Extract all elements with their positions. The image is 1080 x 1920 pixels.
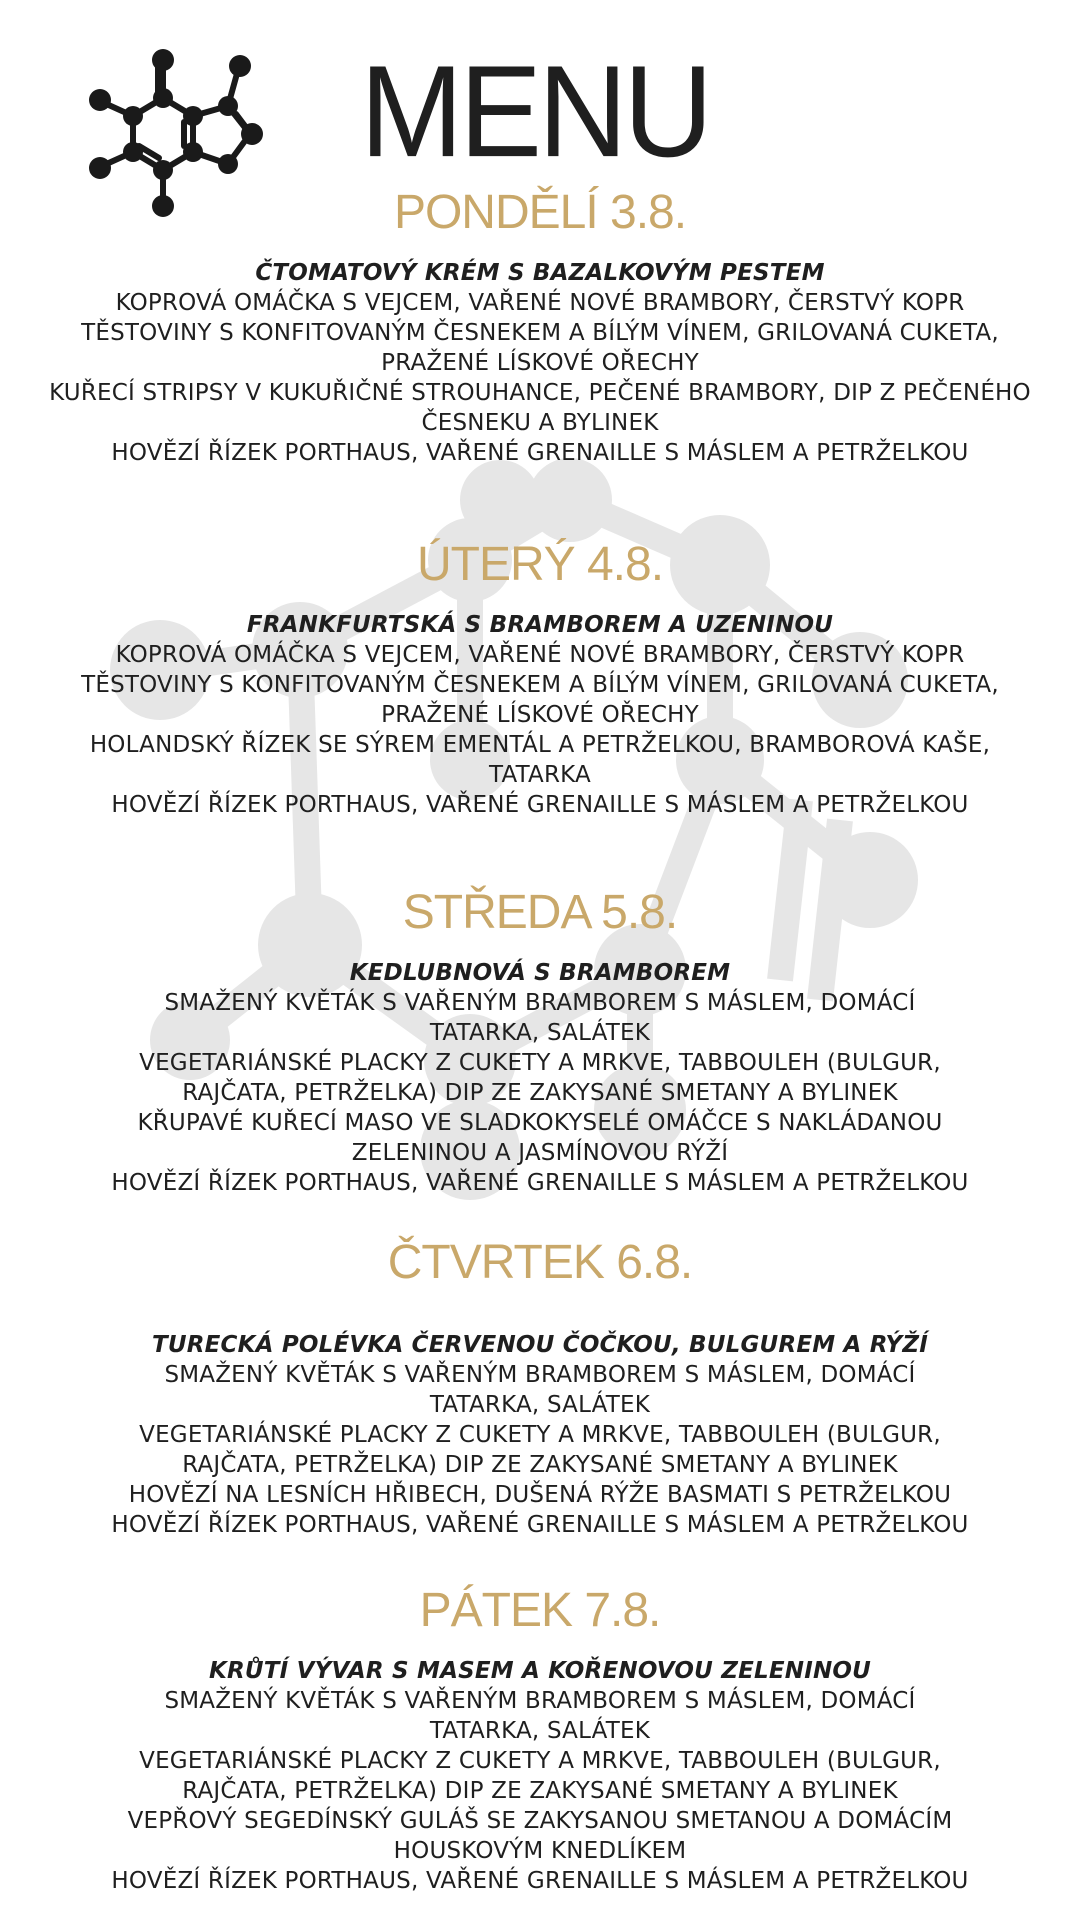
dish-item: HOVĚZÍ ŘÍZEK PORTHAUS, VAŘENÉ GRENAILLE S MÁSLEM A PETRŽELKOU xyxy=(111,1170,969,1196)
soup-item: TURECKÁ POLÉVKA ČERVENOU ČOČKOU, BULGUREM A RÝŽÍ xyxy=(151,1332,929,1358)
day-thursday xyxy=(0,1236,1080,1540)
dish-item: KŘUPAVÉ KUŘECÍ MASO VE SLADKOKYSELÉ OMÁČCE S NAKLÁDANOU ZELENINOU A JASMÍNOVOU RÝŽÍ xyxy=(137,1110,943,1166)
day-heading: PONDĚLÍ 3.8. xyxy=(393,186,687,239)
dish-item: KUŘECÍ STRIPSY V KUKUŘIČNÉ STROUHANCE, PEČENÉ BRAMBORY, DIP Z PEČENÉHO ČESNEKU A BYLINEK xyxy=(49,380,1031,436)
dish-item: TĚSTOVINY S KONFITOVANÝM ČESNEKEM A BÍLÝM VÍNEM, GRILOVANÁ CUKETA, PRAŽENÉ LÍSKOVÉ OŘECHY xyxy=(81,672,999,728)
dish-item: VEGETARIÁNSKÉ PLACKY Z CUKETY A MRKVE, TABBOULEH (BULGUR, RAJČATA, PETRŽELKA) DIP ZE ZAKYSANÉ SMETANY A BYLINEK xyxy=(139,1050,941,1106)
dish-item: VEGETARIÁNSKÉ PLACKY Z CUKETY A MRKVE, TABBOULEH (BULGUR, RAJČATA, PETRŽELKA) DIP ZE ZAKYSANÉ SMETANY A BYLINEK xyxy=(139,1422,941,1478)
dish-item: KOPROVÁ OMÁČKA S VEJCEM, VAŘENÉ NOVÉ BRAMBORY, ČERSTVÝ KOPR xyxy=(115,642,965,668)
dish-item: HOVĚZÍ ŘÍZEK PORTHAUS, VAŘENÉ GRENAILLE S MÁSLEM A PETRŽELKOU xyxy=(111,1868,969,1894)
dish-item: TĚSTOVINY S KONFITOVANÝM ČESNEKEM A BÍLÝM VÍNEM, GRILOVANÁ CUKETA, PRAŽENÉ LÍSKOVÉ OŘECHY xyxy=(81,320,999,376)
day-heading: ÚTERÝ 4.8. xyxy=(416,538,664,591)
dish-item: SMAŽENÝ KVĚTÁK S VAŘENÝM BRAMBOREM S MÁSLEM, DOMÁCÍ TATARKA, SALÁTEK xyxy=(164,990,916,1046)
day-tuesday xyxy=(0,538,1080,820)
dish-item: SMAŽENÝ KVĚTÁK S VAŘENÝM BRAMBOREM S MÁSLEM, DOMÁCÍ TATARKA, SALÁTEK xyxy=(164,1362,916,1418)
dish-item: HOLANDSKÝ ŘÍZEK SE SÝREM EMENTÁL A PETRŽELKOU, BRAMBOROVÁ KAŠE, TATARKA xyxy=(89,732,991,788)
dish-item: HOVĚZÍ ŘÍZEK PORTHAUS, VAŘENÉ GRENAILLE S MÁSLEM A PETRŽELKOU xyxy=(111,440,969,466)
dish-item: VEGETARIÁNSKÉ PLACKY Z CUKETY A MRKVE, TABBOULEH (BULGUR, RAJČATA, PETRŽELKA) DIP ZE ZAKYSANÉ SMETANY A BYLINEK xyxy=(139,1748,941,1804)
day-heading: PÁTEK 7.8. xyxy=(419,1584,661,1637)
dish-item: HOVĚZÍ NA LESNÍCH HŘIBECH, DUŠENÁ RÝŽE BASMATI S PETRŽELKOU xyxy=(128,1482,952,1508)
day-heading: ČTVRTEK 6.8. xyxy=(387,1236,693,1289)
dish-item: VEPŘOVÝ SEGEDÍNSKÝ GULÁŠ SE ZAKYSANOU SMETANOU A DOMÁCÍM HOUSKOVÝM KNEDLÍKEM xyxy=(127,1808,953,1864)
dish-item: KOPROVÁ OMÁČKA S VEJCEM, VAŘENÉ NOVÉ BRAMBORY, ČERSTVÝ KOPR xyxy=(115,290,965,316)
day-wednesday xyxy=(0,886,1080,1198)
soup-item: KEDLUBNOVÁ S BRAMBOREM xyxy=(349,960,731,986)
day-heading: STŘEDA 5.8. xyxy=(402,886,678,939)
soup-item: FRANKFURTSKÁ S BRAMBOREM A UZENINOU xyxy=(246,612,834,638)
dish-item: HOVĚZÍ ŘÍZEK PORTHAUS, VAŘENÉ GRENAILLE S MÁSLEM A PETRŽELKOU xyxy=(111,792,969,818)
day-friday xyxy=(0,1584,1080,1896)
dish-item: SMAŽENÝ KVĚTÁK S VAŘENÝM BRAMBOREM S MÁSLEM, DOMÁCÍ TATARKA, SALÁTEK xyxy=(164,1688,916,1744)
soup-item: ČTOMATOVÝ KRÉM S BAZALKOVÝM PESTEM xyxy=(255,260,825,286)
day-monday xyxy=(0,186,1080,468)
soup-item: KRŮTÍ VÝVAR S MASEM A KOŘENOVOU ZELENINOU xyxy=(208,1658,872,1684)
page-title: MENU xyxy=(360,39,710,185)
dish-item: HOVĚZÍ ŘÍZEK PORTHAUS, VAŘENÉ GRENAILLE S MÁSLEM A PETRŽELKOU xyxy=(111,1512,969,1538)
